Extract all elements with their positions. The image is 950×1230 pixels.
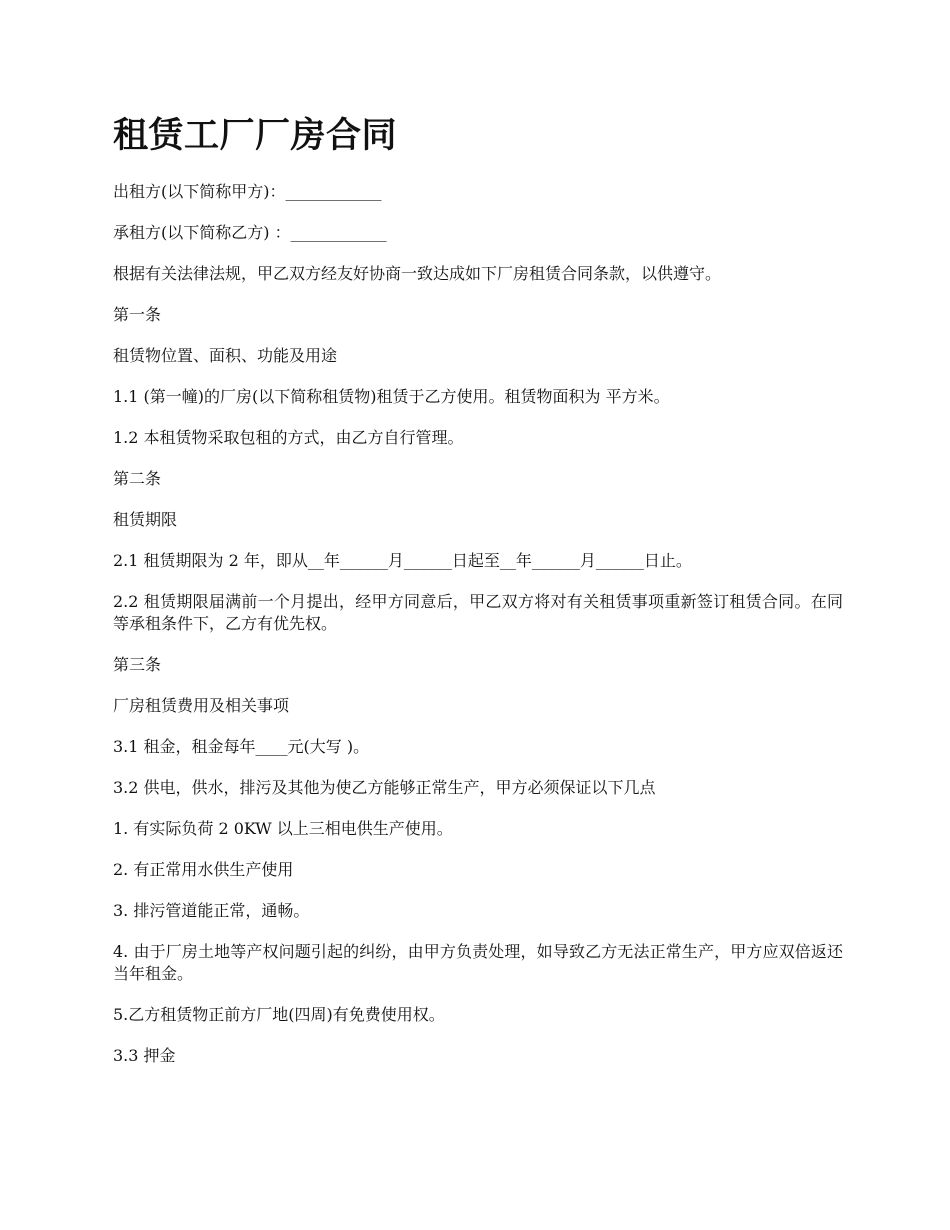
list-item-3: 3. 排污管道能正常，通畅。 [113,901,310,920]
clause-1-2: 1.2 本租赁物采取包租的方式，由乙方自行管理。 [113,428,464,447]
list-item-4: 4. 由于厂房土地等产权问题引起的纠纷，由甲方负责处理，如导致乙方无法正常生产，甲方应双倍返还当年租金。 [113,942,843,983]
list-item-2: 2. 有正常用水供生产使用 [113,860,294,879]
clause-1-1: 1.1 (第一幢)的厂房(以下简称租赁物)租赁于乙方使用。租赁物面积为 平方米。 [113,387,670,406]
document-body [113,112,843,1086]
lessor-line: 出租方(以下简称甲方)：____________ [113,182,382,201]
clause-3-3: 3.3 押金 [113,1046,176,1065]
article-3-title: 厂房租赁费用及相关事项 [113,696,290,715]
article-3-heading: 第三条 [113,655,162,674]
preamble: 根据有关法律法规，甲乙双方经友好协商一致达成如下厂房租赁合同条款，以供遵守。 [113,264,722,283]
article-1-title: 租赁物位置、面积、功能及用途 [113,346,338,365]
lessee-line: 承租方(以下简称乙方) ：____________ [113,223,387,242]
clause-3-1: 3.1 租金，租金每年____元(大写 )。 [113,737,370,756]
list-item-1: 1. 有实际负荷 2 0KW 以上三相电供生产使用。 [113,819,453,838]
clause-3-2: 3.2 供电，供水，排污及其他为使乙方能够正常生产，甲方必须保证以下几点 [113,778,656,797]
list-item-5: 5.乙方租赁物正前方厂地(四周)有免费使用权。 [113,1005,445,1024]
article-2-heading: 第二条 [113,469,162,488]
clause-2-2: 2.2 租赁期限届满前一个月提出，经甲方同意后，甲乙双方将对有关租赁事项重新签订租赁合同。在同等承租条件下，乙方有优先权。 [113,592,843,633]
clause-2-1: 2.1 租赁期限为 2 年，即从__年______月______日起至__年______月______日止。 [113,551,692,570]
document-title: 租赁工厂厂房合同 [113,115,398,156]
article-2-title: 租赁期限 [113,510,178,529]
article-1-heading: 第一条 [113,305,162,324]
